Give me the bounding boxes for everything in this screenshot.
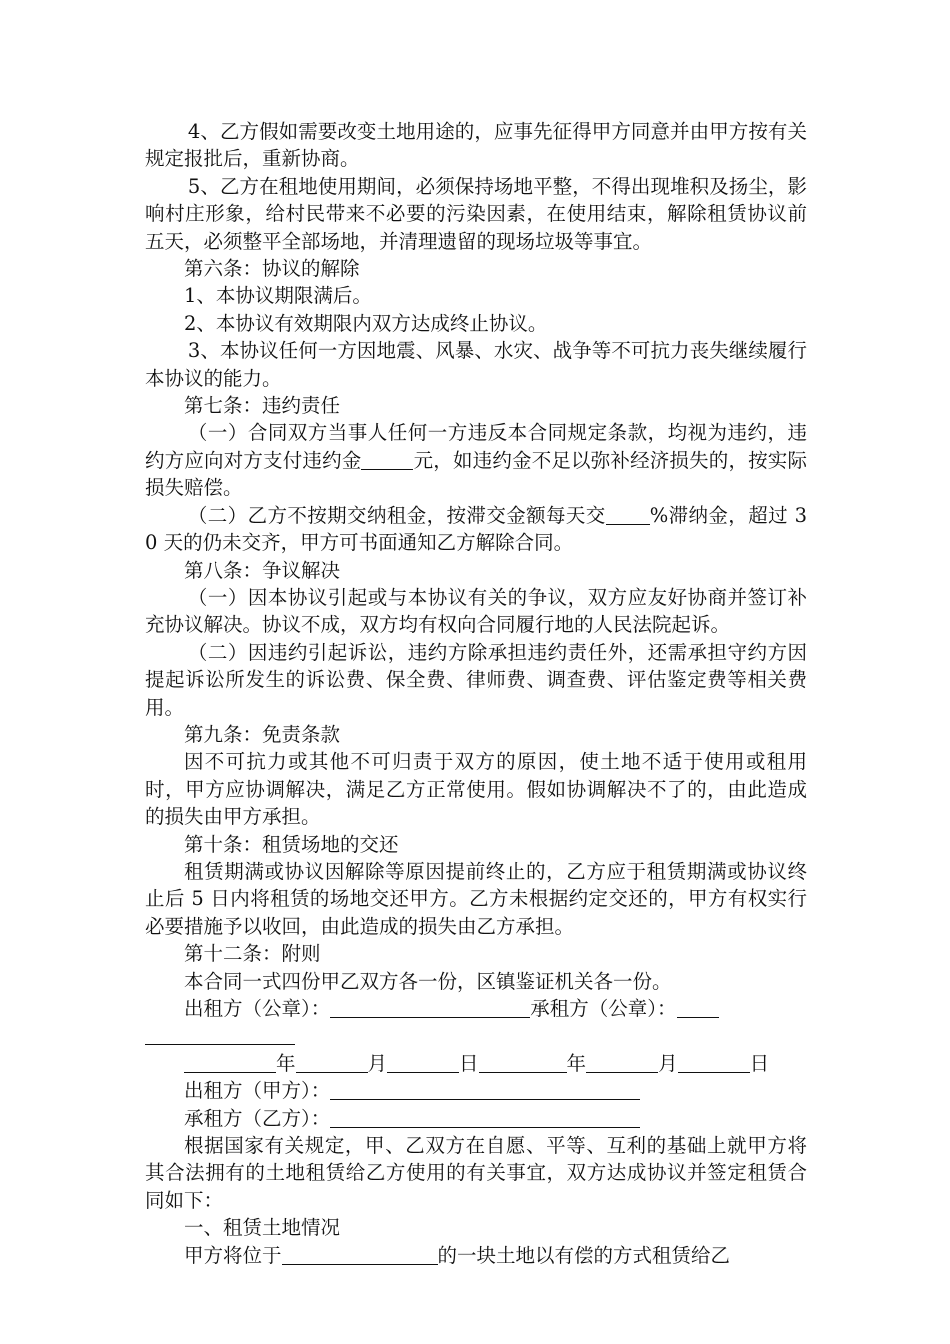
penalty-amount-blank[interactable]	[361, 449, 413, 470]
article-12-body: 本合同一式四份甲乙双方各一份，区镇鉴证机关各一份。	[184, 969, 672, 993]
article-9-heading: 第九条：免责条款	[184, 722, 341, 746]
lessor-day-blank[interactable]	[387, 1052, 459, 1073]
article-8-item-1: （一）因本协议引起或与本协议有关的争议，双方应友好协商并签订补充协议解决。协议不成，双方均有权向合同履行地的人民法院起诉。	[145, 585, 807, 637]
preamble: 根据国家有关规定，甲、乙双方在自愿、平等、互利的基础上就甲方将其合法拥有的土地租赁给乙方使用的有关事宜，双方达成协议并签定租赁合同如下：	[145, 1134, 807, 1212]
lessor-seal-blank[interactable]	[330, 997, 530, 1018]
article-9-body: 因不可抗力或其他不可归责于双方的原因，使土地不适于使用或租用时，甲方应协调解决，满足乙方正常使用。假如协调解决不了的，由此造成的损失由甲方承担。	[145, 750, 807, 829]
party-a-blank[interactable]	[330, 1079, 640, 1100]
article-12-heading: 第十二条：附则	[184, 942, 321, 966]
location-clause	[145, 1242, 807, 1269]
lessee-month-blank[interactable]	[586, 1052, 658, 1073]
clause-5-4: 4、乙方假如需要改变土地用途的，应事先征得甲方同意并由甲方按有关规定报批后，重新协商。	[145, 120, 807, 171]
lessee-seal-label: 承租方（公章）：	[530, 997, 677, 1020]
party-b-label: 承租方（乙方）：	[184, 1106, 331, 1130]
section-1-heading: 一、租赁土地情况	[184, 1216, 341, 1240]
party-a-label: 出租方（甲方）：	[184, 1079, 331, 1103]
penalty-clause-1-after: 元，如违约金不足以弥补经济损失的，按实际损失赔偿。	[145, 448, 807, 500]
clause-5-5: 5、乙方在租地使用期间，必须保持场地平整，不得出现堆积及扬尘，影响村庄形象，给村民带来不必要的污染因素，在使用结束，解除租赁协议前五天，必须整平全部场地，并清理遗留的现场垃圾等事宜。	[145, 174, 807, 253]
lessor-month-blank[interactable]	[296, 1052, 368, 1073]
lessee-year-label: 年	[566, 1051, 587, 1075]
article-10-heading: 第十条：租赁场地的交还	[184, 832, 399, 856]
article-10-body: 租赁期满或协议因解除等原因提前终止的，乙方应于租赁期满或协议终止后 5 日内将租赁的场地交还甲方。乙方未根据约定交还的，甲方有权实行必要措施予以收回，由此造成的损失由乙方承担。	[145, 859, 807, 938]
article-6-item-2: 2、本协议有效期限内双方达成终止协议。	[184, 311, 548, 335]
lessor-year-blank[interactable]	[184, 1052, 276, 1073]
article-8-item-2: （二）因违约引起诉讼，违约方除承担违约责任外，还需承担守约方因提起诉讼所发生的诉讼费、保全费、律师费、调查费、评估鉴定费等相关费用。	[145, 640, 807, 719]
lessor-month-label: 月	[367, 1051, 388, 1075]
lessee-month-label: 月	[658, 1051, 678, 1075]
lessor-day-label: 日	[459, 1051, 479, 1075]
penalty-clause-2-before: （二）乙方不按期交纳租金，按滞交金额每天交	[187, 503, 606, 527]
lessor-seal-label: 出租方（公章）：	[184, 997, 331, 1020]
article-7-heading: 第七条：违约责任	[184, 394, 341, 418]
party-a-row	[145, 1077, 807, 1104]
lessee-day-label: 日	[749, 1051, 770, 1075]
date-row	[145, 1050, 807, 1077]
contract-page	[145, 118, 807, 1269]
seal-row-continuation	[145, 1022, 807, 1049]
late-fee-rate-blank[interactable]	[606, 504, 650, 525]
article-6-item-3: 3、本协议任何一方因地震、风暴、水灾、战争等不可抗力丧失继续履行本协议的能力。	[145, 339, 807, 390]
penalty-clause-1	[145, 419, 807, 501]
article-6-item-1: 1、本协议期限满后。	[184, 284, 372, 308]
party-b-blank[interactable]	[330, 1107, 640, 1128]
party-b-row	[145, 1105, 807, 1132]
lessee-seal-blank-continued[interactable]	[145, 1024, 295, 1045]
location-blank[interactable]	[282, 1244, 438, 1265]
penalty-clause-2	[145, 502, 807, 557]
penalty-clause-1-before: （一）合同双方当事人任何一方违反本合同规定条款，均视为违约，违约方应向对方支付违约金	[145, 421, 807, 472]
location-clause-before: 甲方将位于	[184, 1243, 282, 1267]
lessee-day-blank[interactable]	[678, 1052, 750, 1073]
article-8-heading: 第八条：争议解决	[184, 558, 341, 582]
location-clause-after: 的一块土地以有偿的方式租赁给乙	[437, 1243, 731, 1267]
lessor-year-label: 年	[276, 1051, 296, 1075]
lessee-year-blank[interactable]	[479, 1052, 567, 1073]
penalty-clause-2-after: %滞纳金，超过 30 天的仍未交齐，甲方可书面通知乙方解除合同。	[145, 503, 807, 555]
seal-row	[145, 995, 807, 1022]
article-6-heading: 第六条：协议的解除	[184, 257, 360, 281]
lessee-seal-blank[interactable]	[677, 997, 719, 1018]
